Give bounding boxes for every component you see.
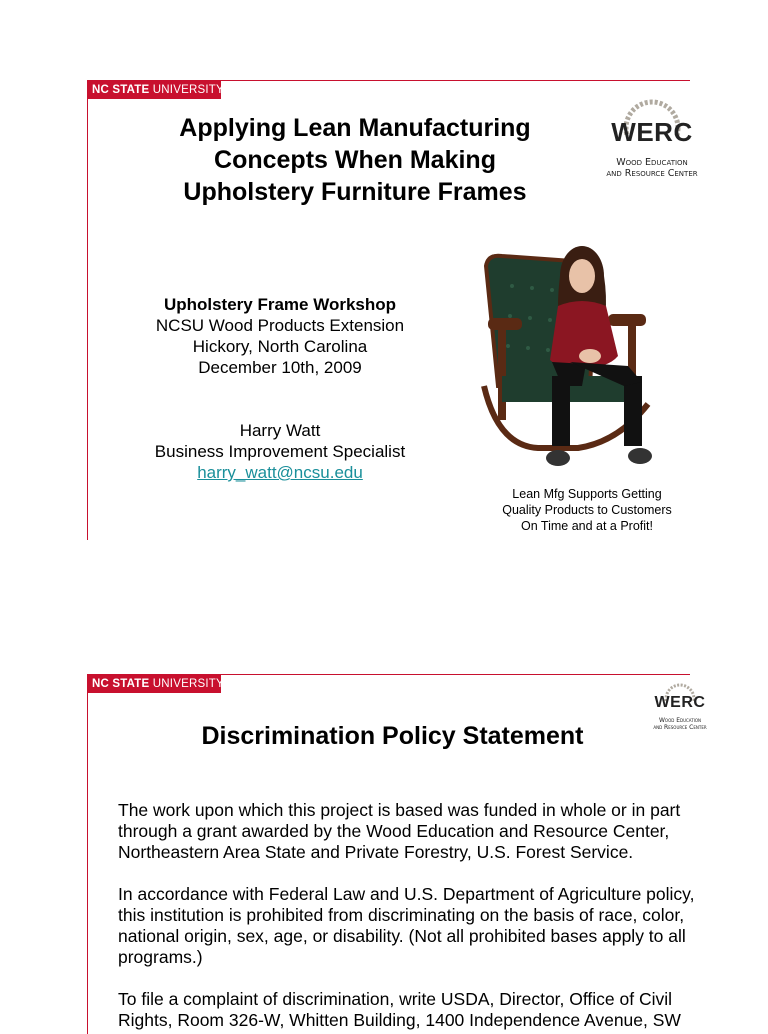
presenter-name: Harry Watt xyxy=(239,421,321,440)
title-line: Concepts When Making xyxy=(214,146,496,174)
workshop-name: Upholstery Frame Workshop xyxy=(163,295,397,314)
slide-2 xyxy=(0,590,768,1030)
presenter-email-link[interactable]: harry_watt@ncsu.edu xyxy=(197,463,363,482)
title-line: Applying Lean Manufacturing xyxy=(179,114,531,142)
workshop-info xyxy=(130,294,430,378)
policy-paragraph: To file a complaint of discrimination, write USDA, Director, Office of Civil Rights, Room 326-W, Whitten Building, 1400 Independence Avenue, SW xyxy=(118,989,681,1030)
werc-wordmark: WERC xyxy=(654,694,706,711)
workshop-org: NCSU Wood Products Extension xyxy=(155,316,405,335)
presenter-role: Business Improvement Specialist xyxy=(154,442,406,461)
ncsu-logo-light: UNIVERSITY xyxy=(149,678,224,690)
caption-line: On Time and at a Profit! xyxy=(520,519,653,533)
werc-logo xyxy=(596,98,708,179)
presenter-info xyxy=(130,420,430,483)
ncsu-logo-bold: NC STATE xyxy=(92,678,150,690)
woman-in-rocking-chair-photo xyxy=(478,236,658,472)
werc-subtitle: and Resource Center xyxy=(606,168,698,179)
slide-left-rule xyxy=(87,80,88,540)
ncsu-logo-bar xyxy=(88,81,224,99)
werc-subtitle: and Resource Center xyxy=(653,724,707,731)
werc-wordmark: WERC xyxy=(611,117,693,147)
policy-paragraph: The work upon which this project is based was funded in whole or in part through a grant awarded by the Wood Education and Resource Center, Northeastern Area State and Private Forestry, U.S. Forest Service. xyxy=(118,800,681,862)
caption-line: Lean Mfg Supports Getting xyxy=(512,487,662,501)
caption-line: Quality Products to Customers xyxy=(502,503,672,517)
slide-title: Discrimination Policy Statement xyxy=(201,722,584,750)
workshop-date: December 10th, 2009 xyxy=(198,358,362,377)
ncsu-logo-bold: NC STATE xyxy=(92,84,150,96)
slide-title xyxy=(130,112,580,208)
photo-caption xyxy=(482,486,692,534)
ncsu-logo-light: UNIVERSITY xyxy=(149,84,224,96)
slide-left-rule xyxy=(87,674,88,1034)
werc-subtitle: Wood Education xyxy=(616,157,688,168)
policy-paragraph: In accordance with Federal Law and U.S. Department of Agriculture policy, this institution is prohibited from discriminating on the basis of race, color, national origin, sex, age, or disability. (Not all prohibited bases apply to all programs.) xyxy=(118,884,695,967)
title-line: Upholstery Furniture Frames xyxy=(183,178,527,206)
werc-subtitle: Wood Education xyxy=(659,717,701,724)
ncsu-logo-bar xyxy=(88,675,224,693)
workshop-location: Hickory, North Carolina xyxy=(192,337,368,356)
